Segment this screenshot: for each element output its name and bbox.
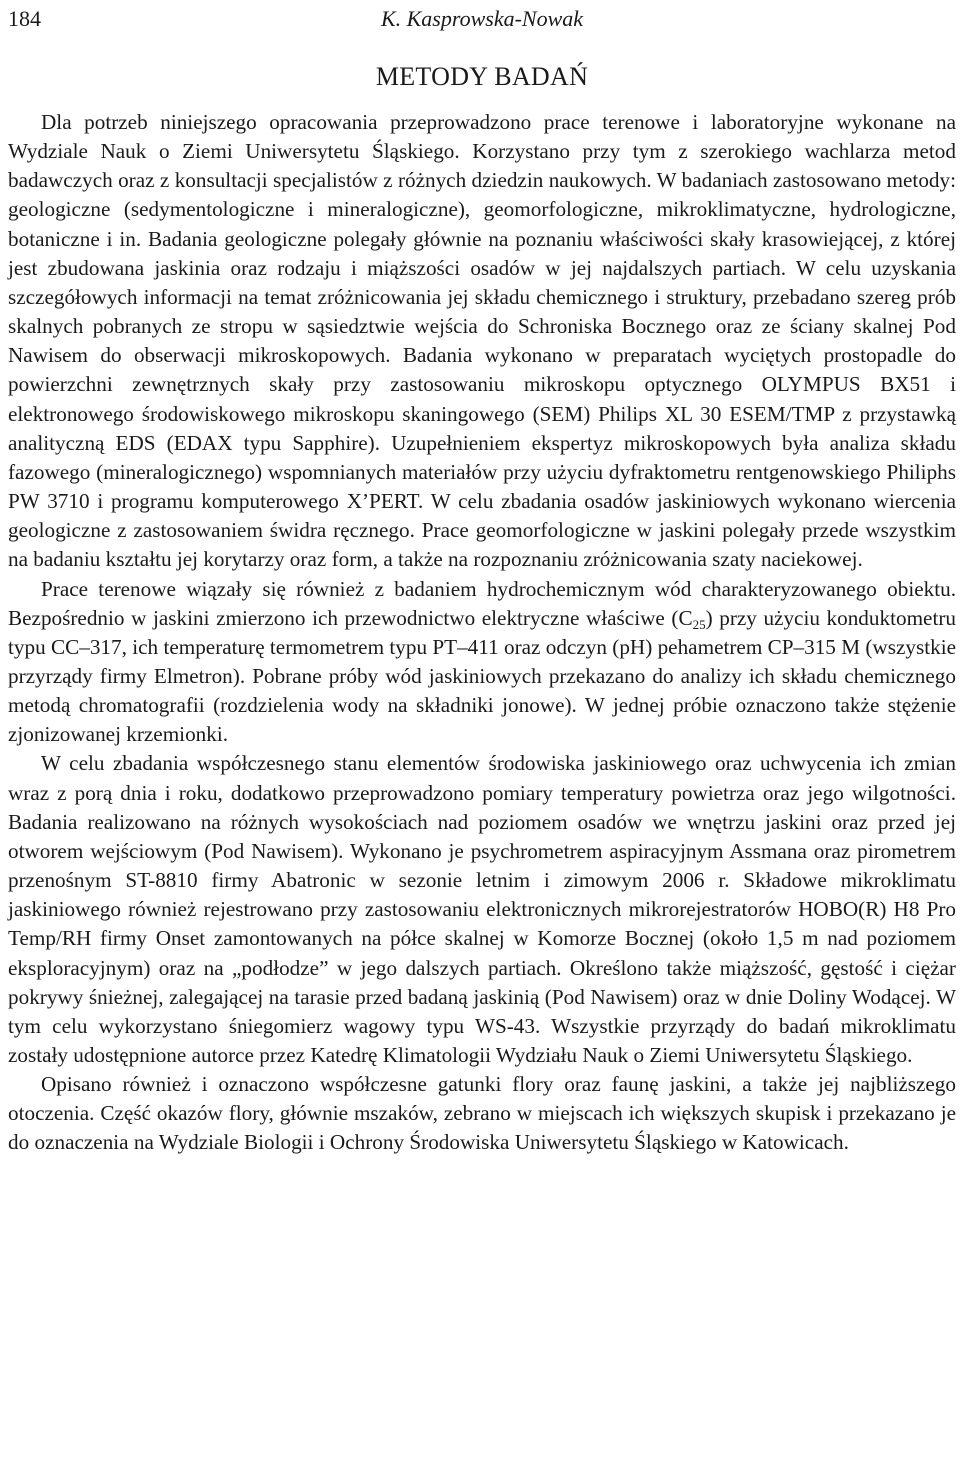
paragraph-hydrochemistry-text-start: Prace terenowe wiązały się również z badaniem hydrochemicznym wód charakteryzowanego obiektu. Bezpośrednio w jaskini zmierzono ich przewodnictwo elektryczne właściwe (C bbox=[8, 576, 956, 630]
paragraph-hydrochemistry-text-end: ) przy użyciu konduktometru typu CC–317, ich temperaturę termometrem typu PT–411 oraz odczyn (pH) pehametrem CP–315 M (wszystkie przyrządy firmy Elmetron). Pobrane próby wód jaskiniowych przekazano do analizy ich składu chemicznego metodą chromatografii (rozdzielenia wody na składniki jonowe). W jednej próbie oznaczono także stężenie zjonizowanej krzemionki. bbox=[8, 605, 956, 747]
paragraph-flora-fauna: Opisano również i oznaczono współczesne gatunki flory oraz faunę jaskini, a także jej najbliższego otoczenia. Część okazów flory, głównie mszaków, zebrano w miejscach ich większych skupisk i przekazano je do oznaczenia na Wydziale Biologii i Ochrony Środowiska Uniwersytetu Śląskiego w Katowicach. bbox=[8, 1072, 956, 1155]
page bbox=[8, 0, 956, 1158]
conductivity-subscript: 25 bbox=[692, 616, 706, 632]
paragraph-methods: Dla potrzeb niniejszego opracowania przeprowadzono prace terenowe i laboratoryjne wykonane na Wydziale Nauk o Ziemi Uniwersytetu Śląskiego. Korzystano przy tym z szerokiego wachlarza metod badawczych oraz z konsultacji specjalistów z różnych dziedzin naukowych. W badaniach zastosowano metody: geologiczne (sedymentologiczne i mineralogiczne), geomorfologiczne, mikroklimatyczne, hydrologiczne, botaniczne i in. Badania geologiczne polegały głównie na poznaniu właściwości skały krasowiejącej, z której jest zbudowana jaskinia oraz rodzaju i miąższości osadów w jej najdalszych partiach. W celu uzyskania szczegółowych informacji na temat zróżnicowania jej składu chemicznego i struktury, przebadano szereg prób skalnych pobranych ze stropu w sąsiedztwie wejścia do Schroniska Bocznego oraz ze ściany skalnej Pod Nawisem do obserwacji mikroskopowych. Badania wykonano w preparatach wyciętych prostopadle do powierzchni zewnętrznych skały przy zastosowaniu mikroskopu optycznego OLYMPUS BX51 i elektronowego środowiskowego mikroskopu skaningowego (SEM) Philips XL 30 ESEM/TMP z przystawką analityczną EDS (EDAX typu Sapphire). Uzupełnieniem ekspertyz mikroskopowych była analiza składu fazowego (mineralogicznego) wspomnianych materiałów przy użyciu dyfraktometru rentgenowskiego Philiphs PW 3710 i programu komputerowego X’PERT. W celu zbadania osadów jaskiniowych wykonano wiercenia geologiczne z zastosowaniem świdra ręcznego. Prace geomorfologiczne w jaskini polegały przede wszystkim na badaniu kształtu jej korytarzy oraz form, a także na rozpoznaniu zróżnicowania szaty naciekowej. bbox=[8, 110, 956, 572]
paragraph-microclimate: W celu zbadania współczesnego stanu elementów środowiska jaskiniowego oraz uchwycenia ich zmian wraz z porą dnia i roku, dodatkowo przeprowadzono pomiary temperatury powietrza oraz jego wilgotności. Badania realizowano na różnych wysokościach nad poziomem osadów we wnętrzu jaskini oraz przed jej otworem wejściowym (Pod Nawisem). Wykonano je psychrometrem aspiracyjnym Assmana oraz pirometrem przenośnym ST-8810 firmy Abatronic w sezonie letnim i zimowym 2006 r. Składowe mikroklimatu jaskiniowego również rejestrowano przy zastosowaniu elektronicznych mikrorejestratorów HOBO(R) H8 Pro Temp/RH firmy Onset zamontowanych na półce skalnej w Komorze Bocznej (około 1,5 m nad poziomem eksploracyjnym) oraz na „podłodze” w jego dalszych partiach. Określono także miąższość, gęstość i ciężar pokrywy śnieżnej, zalegającej na tarasie przed badaną jaskinią (Pod Nawisem) oraz w dnie Doliny Wodącej. W tym celu wykorzystano śniegomierz wagowy typu WS-43. Wszystkie przyrządy do badań mikroklimatu zostały udostępnione autorce przez Katedrę Klimatologii Wydziału Nauk o Ziemi Uniwersytetu Śląskiego. bbox=[8, 751, 956, 1067]
section-title: METODY BADAŃ bbox=[375, 62, 589, 91]
running-header bbox=[8, 2, 956, 36]
page-number: 184 bbox=[8, 6, 41, 31]
running-author: K. Kasprowska-Nowak bbox=[380, 6, 584, 31]
paragraph-hydrochemistry bbox=[8, 575, 956, 750]
